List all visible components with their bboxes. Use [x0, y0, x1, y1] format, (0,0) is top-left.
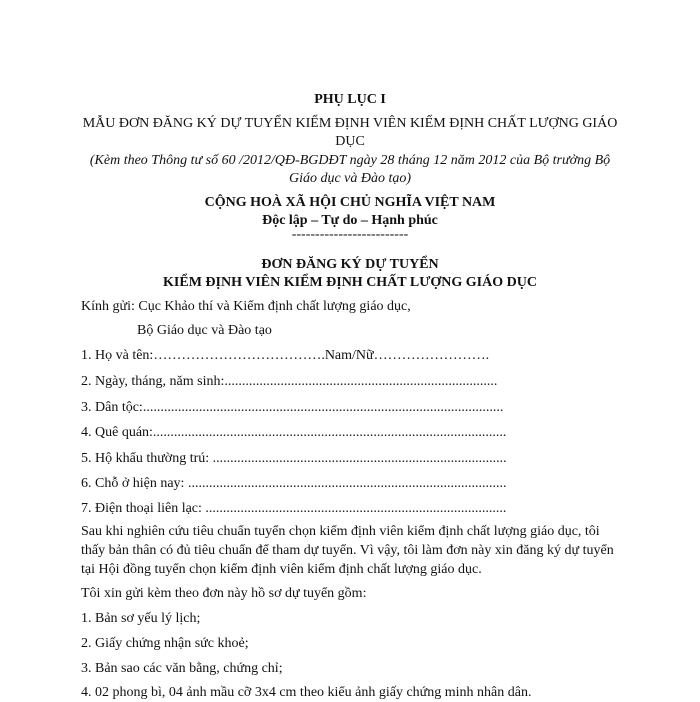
field-phone: 7. Điện thoại liên lạc: ...................................................................................... [81, 501, 507, 516]
appendix-title: PHỤ LỤC I [314, 92, 386, 107]
reference-line-1: (Kèm theo Thông tư số 60 /2012/QĐ-BGDĐT ngày 28 tháng 12 năm 2012 của Bộ trưởng Bộ [89, 153, 611, 168]
form-title-line-2: DỤC [335, 134, 365, 149]
application-title-line-1: ĐƠN ĐĂNG KÝ DỰ TUYỂN [261, 257, 439, 272]
attachment-item: 2. Giấy chứng nhận sức khoẻ; [81, 636, 249, 651]
attachment-item: 4. 02 phong bì, 04 ảnh mầu cỡ 3x4 cm theo kiểu ảnh giấy chứng minh nhân dân. [81, 685, 532, 700]
reference-line-2: Giáo dục và Đào tạo) [288, 171, 412, 186]
field-full-name: 1. Họ và tên:……………………………….Nam/Nữ……………………. [81, 348, 490, 363]
national-motto: Độc lập – Tự do – Hạnh phúc [262, 213, 438, 228]
recipient-line-2: Bộ Giáo dục và Đào tạo [137, 323, 272, 338]
attachment-item: 1. Bản sơ yếu lý lịch; [81, 611, 201, 626]
field-ethnicity: 3. Dân tộc:....................................................................................................... [81, 400, 504, 415]
statement-line-2: thấy bản thân có đủ tiêu chuẩn để tham dự tuyển. Vì vậy, tôi làm đơn này xin đăng ký dự tuyển [81, 543, 614, 558]
statement-line-1: Sau khi nghiên cứu tiêu chuẩn tuyển chọn kiểm định viên kiểm định chất lượng giáo dục, tôi [81, 524, 600, 539]
application-title-line-2: KIỂM ĐỊNH VIÊN KIỂM ĐỊNH CHẤT LƯỢNG GIÁO DỤC [163, 275, 537, 290]
country-name: CỘNG HOÀ XÃ HỘI CHỦ NGHĨA VIỆT NAM [204, 195, 496, 210]
form-title-line-1: MẪU ĐƠN ĐĂNG KÝ DỰ TUYỂN KIỂM ĐỊNH VIÊN KIỂM ĐỊNH CHẤT LƯỢNG GIÁO [82, 116, 618, 131]
field-current-address: 6. Chỗ ở hiện nay: ........................................................................................... [81, 476, 507, 491]
field-date-of-birth: 2. Ngày, tháng, năm sinh:.............................................................................. [81, 374, 498, 389]
attachment-item: 3. Bản sao các văn bằng, chứng chỉ; [81, 661, 283, 676]
attachments-intro: Tôi xin gửi kèm theo đơn này hồ sơ dự tuyển gồm: [81, 586, 367, 601]
field-permanent-residence: 5. Hộ khẩu thường trú: .................................................................................... [81, 451, 507, 466]
motto-divider: ------------------------- [291, 227, 409, 242]
recipient-line-1: Kính gửi: Cục Khảo thí và Kiểm định chất lượng giáo dục, [81, 299, 411, 314]
field-hometown: 4. Quê quán:..................................................................................................... [81, 425, 507, 440]
statement-line-3: tại Hội đồng tuyển chọn kiểm định viên kiểm định chất lượng giáo dục. [81, 562, 482, 577]
